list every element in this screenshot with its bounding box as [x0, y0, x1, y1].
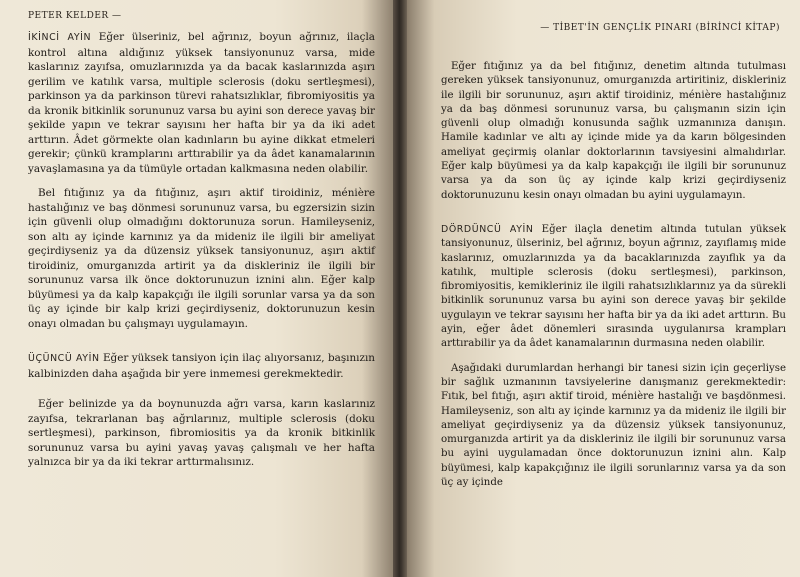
section-text: Eğer yüksek tansiyon için ilaç alıyorsanız, başınızın kalbinizden daha aşağıda bir yere inmemesi gerekmektedir.	[28, 352, 375, 380]
running-header-left: PETER KELDER —	[28, 11, 122, 21]
paragraph-second-ritual-cautions: Bel fıtığınız ya da fıtığınız, aşırı aktif tiroidiniz, ménière hastalığınız ve baş dönmesi sorununuz varsa, bu egzersizin sizin için güvenli olup olmadığını doktorunuza sorun. Hamileyseniz, son altı ay içinde karnınız ya da mideniz ile ilgili bir ameliyat geçirdiyseniz ya da düzensiz yüksek tansiyonunuz, aşırı aktif tiroidiniz, omurganızda artirit ya da diskleriniz ile ilgili bir sorununuz varsa ilk önce doktorunuzun iznini alın. Eğer kalp büyümesi ya da kalp kapakçığı ile ilgili sorunlar varsa ya da son üç ay içinde bir kalp krizi geçirdiyseniz, doktorunuzun kesin onayı olmadan bu çalışmayı uygulamayın.	[28, 187, 375, 330]
paragraph-doctor-consultation: Eğer fıtığınız ya da bel fıtığınız, denetim altında tutulması gereken yüksek tansiyonunuz, omurganızda artiritiniz, diskleriniz ile ilgili bir sorununuz, aşırı aktif tiroidiniz, ménière hastalığınız ya da baş dönmesi sorununuz varsa, bu çalışmanın sizin için güvenli olup olmadığı konusunda sağlık uzmanınıza danışın. Hamile kadınlar ve altı ay içinde mide ya da karın bölgesinden ameliyat geçirmiş olanlar doktorlarının tavsiyesini almalıdırlar. Eğer kalp büyümesi ya da kalp kapakçığı ile ilgili bir sorununuz varsa ya da son üç ay içinde kalp krizi geçirdiyseniz doktorunuzunu kesin onayı olmadan bu ayini uygulamayın.	[441, 61, 786, 201]
section-title-second-ritual: İKİNCİ AYİN	[28, 32, 92, 43]
section-title-third-ritual: ÜÇÜNCÜ AYİN	[28, 353, 100, 364]
paragraph-fourth-ritual	[441, 223, 786, 352]
paragraph-third-ritual-cautions: Eğer belinizde ya da boynunuzda ağrı varsa, karın kaslarınız zayıfsa, tekrarlanan baş ağrılarınız, multiple sclerosis (doku sertleşmesi), parkinson, fibromiositis ya da kronik bitkinlik sorununuz varsa bu ayini yavaş yavaş çalışmalı ve her hafta yalnızca bir ya da iki tekrar arttırmalısınız.	[28, 398, 375, 468]
right-page	[407, 0, 800, 577]
section-text: Eğer ilaçla denetim altında tutulan yüksek tansiyonunuz, ülseriniz, bel ağrınız, boyun ağrınız, zayıflamış mide kaslarınız, omuzlarınızda ya da bacaklarınızda zayıflık ya da katılık, multiple sclerosis (doku sertleşmesi), parkinson, fibromiyositis, kemikleriniz ile ilgili rahatsızlıklarınız ya da sürekli bitkinlik sorununuz varsa bu ayini son derece yavaş bir şekilde uygulayın ve tekrar sayısını her hafta bir ya da iki adet arttırın. Bu ayin, eğer âdet dönemleri sırasında uygulanırsa krampları arttırabilir ya da âdet kanamalarının durmasına neden olabilir.	[441, 223, 786, 350]
left-page	[0, 0, 393, 577]
section-title-fourth-ritual: DÖRDÜNCÜ AYİN	[441, 223, 534, 235]
book-gutter	[393, 0, 407, 577]
paragraph-second-ritual	[28, 30, 375, 176]
running-header-right: — TİBET'İN GENÇLİK PINARI (BİRİNCİ KİTAP)	[540, 23, 780, 33]
paragraph-third-ritual	[28, 351, 375, 381]
section-text: Eğer ülseriniz, bel ağrınız, boyun ağrınız, ilaçla kontrol altına aldığınız yüksek tansiyonunuz varsa, mide kaslarınız zayıfsa, omuzlarınızda ya da bacak kaslarınızda aşırı gerilim ve katılık varsa, multiple sclerosis (doku sertleşmesi), parkinson ya da parkinson türevi rahatsızlıklar, fibromiyositis ya da kronik bitkinlik sorununuz varsa bu ayini son derece yavaş bir şekilde yapın ve tekrar sayısını her hafta bir ya da iki adet arttırın. Âdet görmekte olan kadınların bu ayine dikkat etmeleri gerekir; çünkü kramplarını arttırabilir ya da âdet kanamalarının yavaşlamasına ya da tümüyle ortadan kalkmasına neden olabilir.	[28, 31, 376, 175]
paragraph-fourth-ritual-cautions: Aşağıdaki durumlardan herhangi bir tanesi sizin için geçerliyse bir sağlık uzmanının tavsiyelerine danışmanız gerekmektedir: Fıtık, bel fıtığı, aşırı aktif tiroid, ménière hastalığı ve başdönmesi. Hamileyseniz, son altı ay içinde karnınız ya da mideniz ile ilgili bir ameliyat geçirdiyseniz ya da düzensiz yüksek tansiyonunuz, omurganızda artirit ya da diskleriniz ile ilgili bir sorununuz varsa bu ayini uygulamadan önce doktorunuzun iznini alın. Kalp büyümesi, kalp kapakçığınız ile ilgili sorunlarınız varsa ya da son üç ay içinde	[441, 362, 786, 489]
